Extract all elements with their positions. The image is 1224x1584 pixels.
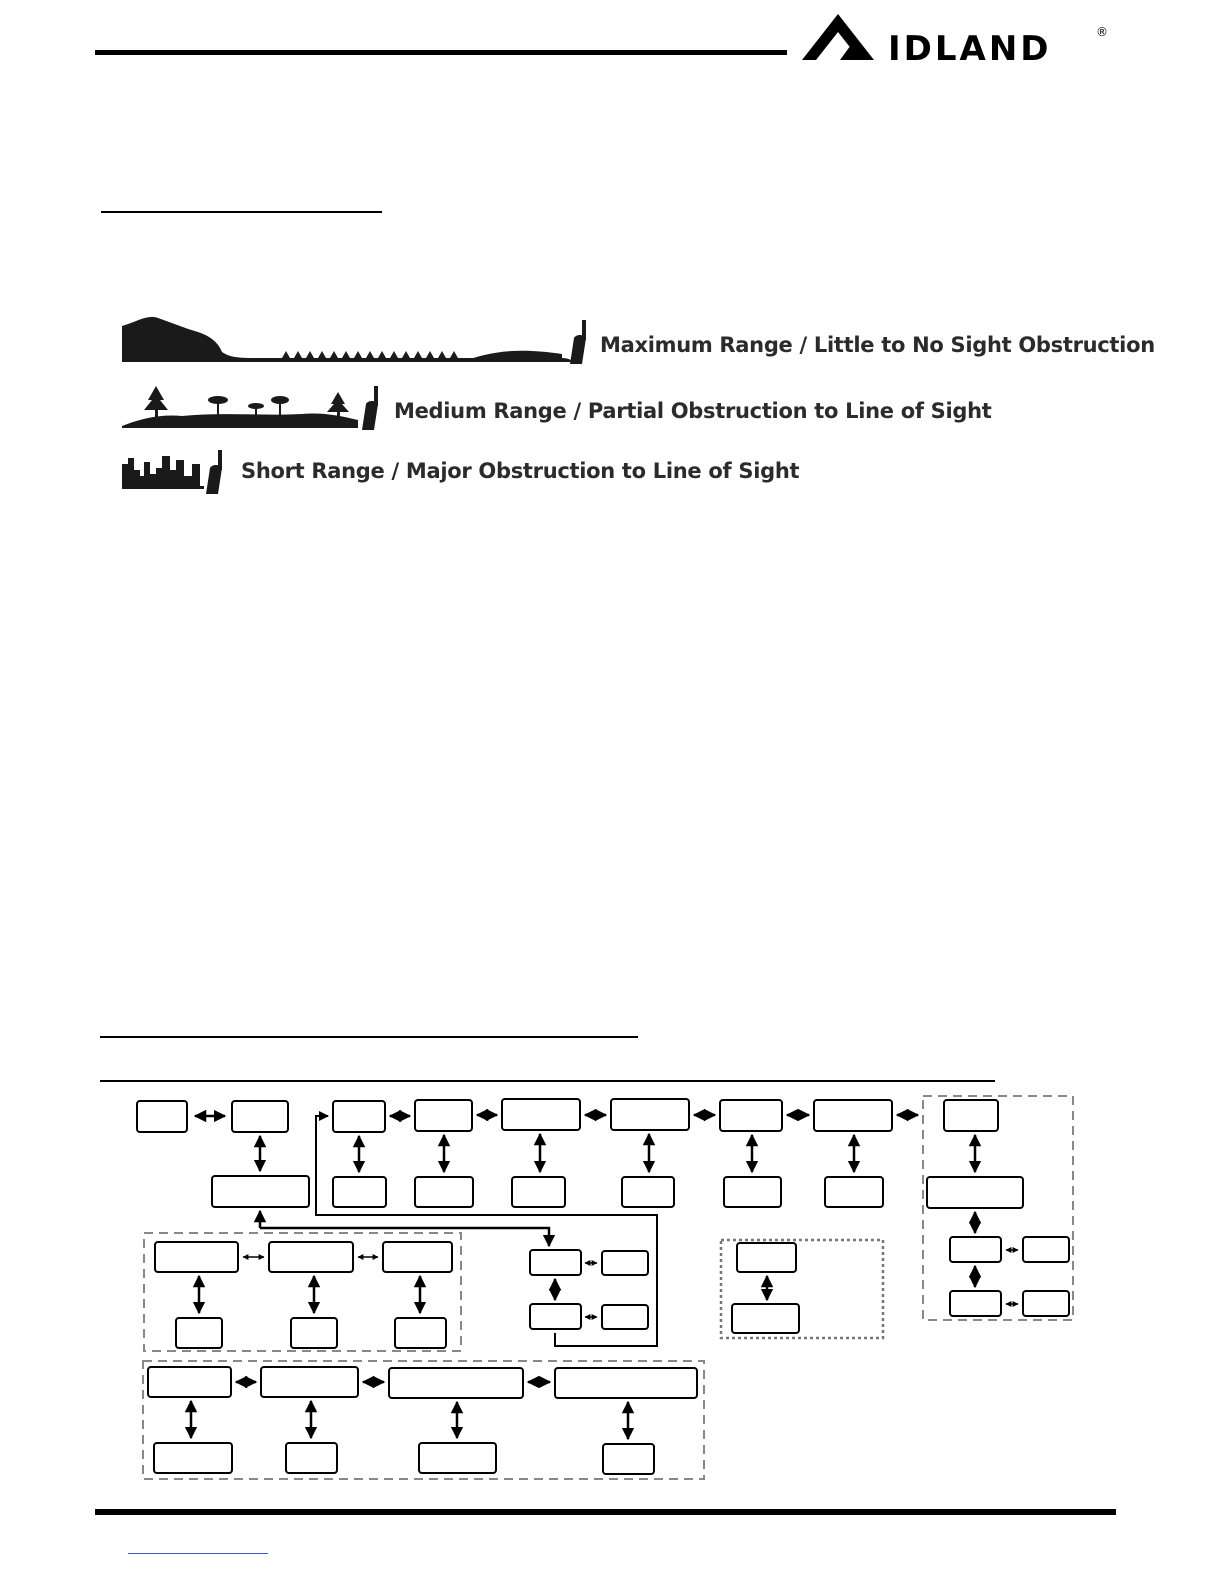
menu-box bbox=[154, 1443, 232, 1473]
menu-box bbox=[419, 1443, 496, 1473]
menu-box bbox=[814, 1100, 892, 1131]
menu-box bbox=[286, 1443, 337, 1473]
menu-box bbox=[502, 1099, 580, 1130]
menu-box bbox=[383, 1242, 452, 1272]
menu-box bbox=[1023, 1291, 1069, 1316]
menu-box bbox=[333, 1177, 386, 1207]
menu-box bbox=[269, 1242, 353, 1272]
menu-box bbox=[737, 1243, 796, 1272]
menu-box bbox=[176, 1318, 222, 1348]
footer-link-underline[interactable] bbox=[128, 1553, 268, 1554]
menu-box bbox=[825, 1177, 883, 1207]
menu-box bbox=[530, 1250, 581, 1275]
menu-box bbox=[512, 1177, 565, 1207]
menu-box bbox=[261, 1367, 358, 1397]
menu-box bbox=[950, 1291, 1001, 1316]
range-label-short: Short Range / Major Obstruction to Line of Sight bbox=[241, 459, 800, 483]
menu-box bbox=[291, 1318, 337, 1348]
menu-box bbox=[555, 1368, 697, 1398]
menu-box bbox=[212, 1176, 309, 1207]
menu-box bbox=[389, 1368, 523, 1398]
registered-mark: ® bbox=[1096, 25, 1108, 39]
menu-box bbox=[944, 1100, 998, 1131]
range-label-medium: Medium Range / Partial Obstruction to Line of Sight bbox=[394, 399, 992, 423]
menu-box bbox=[622, 1177, 674, 1207]
menu-box bbox=[415, 1177, 473, 1207]
menu-box bbox=[950, 1237, 1001, 1262]
menu-box bbox=[148, 1367, 231, 1397]
menu-box bbox=[155, 1242, 238, 1272]
menu-box bbox=[395, 1318, 446, 1348]
menu-box bbox=[232, 1101, 288, 1132]
menu-box bbox=[602, 1305, 648, 1329]
menu-box bbox=[415, 1100, 472, 1131]
menu-box bbox=[611, 1099, 689, 1130]
brand-wordmark: IDLAND bbox=[888, 29, 1052, 68]
menu-box bbox=[603, 1444, 654, 1474]
menu-box bbox=[724, 1177, 781, 1207]
menu-box bbox=[530, 1304, 581, 1329]
menu-box bbox=[1023, 1237, 1069, 1262]
menu-box bbox=[720, 1100, 782, 1131]
menu-box bbox=[602, 1251, 648, 1275]
menu-box bbox=[927, 1177, 1023, 1208]
footer-rule bbox=[95, 1509, 1116, 1515]
menu-box bbox=[732, 1304, 799, 1333]
menu-box bbox=[333, 1101, 385, 1132]
menu-box bbox=[137, 1101, 187, 1132]
range-label-maximum: Maximum Range / Little to No Sight Obstruction bbox=[600, 333, 1155, 357]
